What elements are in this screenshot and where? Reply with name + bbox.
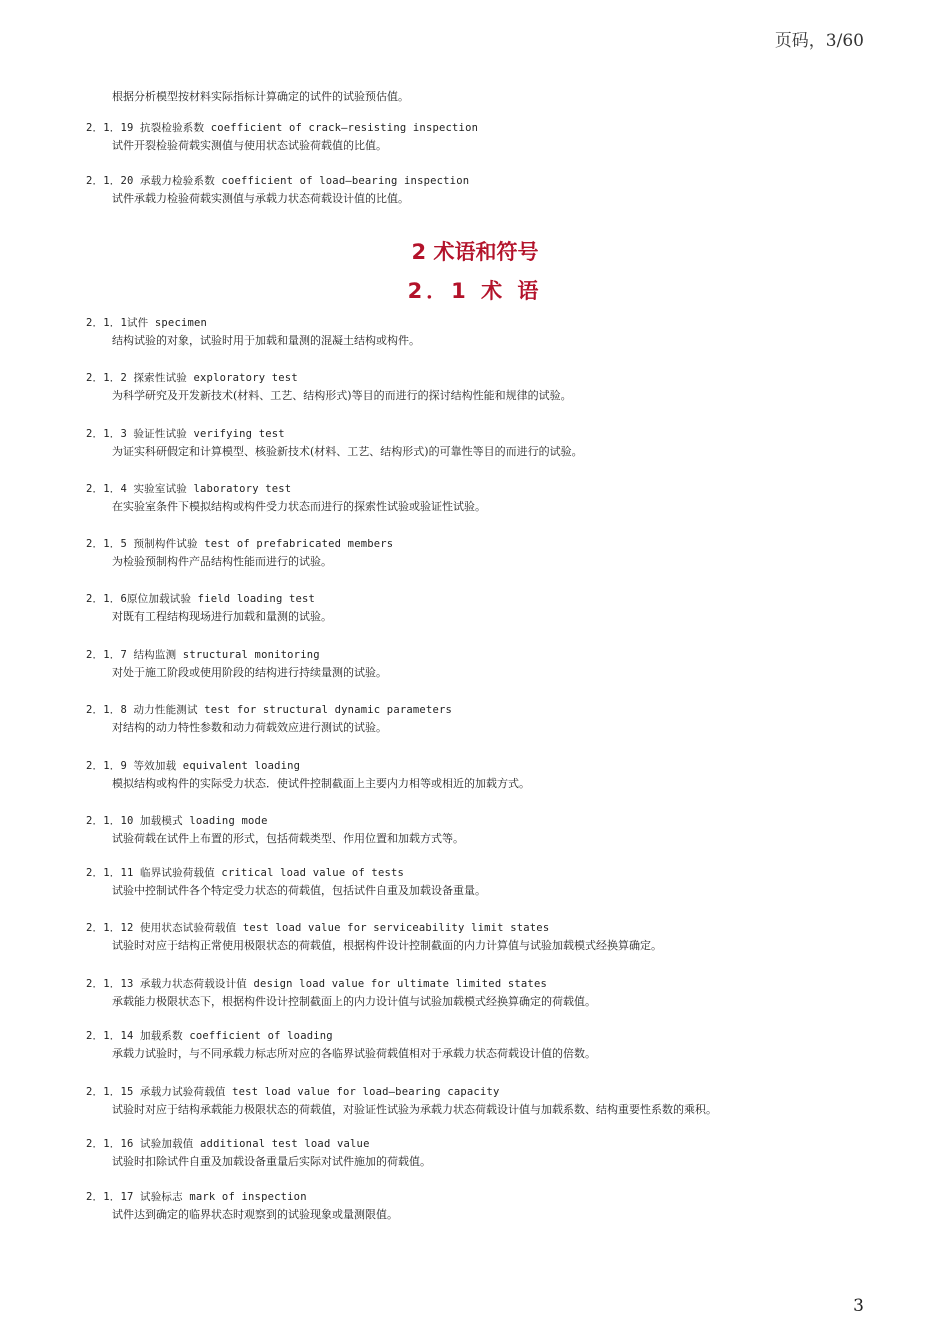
term-definition: 对既有工程结构现场进行加载和量测的试验。: [112, 610, 332, 623]
term-definition: 承载力试验时，与不同承载力标志所对应的各临界试验荷载值相对于承载力状态荷载设计值的倍数。: [112, 1047, 596, 1060]
term-heading: 2．1．12 使用状态试验荷载值 test load value for serviceability limit states: [86, 922, 550, 934]
term-entry: [86, 591, 886, 625]
term-heading: 2．1．5 预制构件试验 test of prefabricated members: [86, 538, 394, 550]
term-heading: 2．1．17 试验标志 mark of inspection: [86, 1191, 307, 1203]
term-heading: 2．1．14 加载系数 coefficient of loading: [86, 1030, 333, 1042]
term-entry: [86, 173, 886, 207]
term-entry: [86, 481, 886, 515]
term-entry: [86, 1084, 886, 1118]
term-definition: 试验时对应于结构承载能力极限状态的荷载值，对验证性试验为承载力状态荷载设计值与加载系数、结构重要性系数的乘积。: [112, 1103, 717, 1116]
term-entry: [86, 813, 886, 847]
term-entry: [86, 370, 886, 404]
term-definition: 试验时对应于结构正常使用极限状态的荷载值，根据构件设计控制截面的内力计算值与试验加载模式经换算确定。: [112, 939, 662, 952]
term-definition: 结构试验的对象，试验时用于加载和量测的混凝土结构或构件。: [112, 334, 420, 347]
term-entry: [86, 758, 886, 792]
chapter-title: 2 术语和符号: [411, 240, 539, 264]
term-definition: 对处于施工阶段或使用阶段的结构进行持续量测的试验。: [112, 666, 387, 679]
section-title: 2．1 术 语: [407, 279, 543, 303]
term-entry: [86, 920, 886, 954]
term-definition: 为科学研究及开发新技术(材料、工艺、结构形式)等目的而进行的探讨结构性能和规律的试验。: [112, 389, 572, 402]
term-heading: 2．1．6原位加载试验 field loading test: [86, 593, 316, 605]
term-definition: 为检验预制构件产品结构性能而进行的试验。: [112, 555, 332, 568]
term-definition: 对结构的动力特性参数和动力荷载效应进行测试的试验。: [112, 721, 387, 734]
term-entry: [86, 976, 886, 1010]
term-heading: 2．1．10 加载模式 loading mode: [86, 815, 268, 827]
term-entry: [86, 426, 886, 460]
term-heading: 2．1．15 承载力试验荷载值 test load value for load—bearing capacity: [86, 1086, 500, 1098]
term-entry: [86, 120, 886, 154]
term-entry: [86, 315, 886, 349]
term-heading: 2．1．9 等效加载 equivalent loading: [86, 760, 301, 772]
term-entry: [86, 702, 886, 736]
term-heading: 2．1．8 动力性能测试 test for structural dynamic parameters: [86, 704, 453, 716]
term-definition: 试验时扣除试件自重及加载设备重量后实际对试件施加的荷载值。: [112, 1155, 431, 1168]
term-entry: [86, 647, 886, 681]
term-entry: [86, 865, 886, 899]
term-entry: [86, 536, 886, 570]
page-number: 3: [853, 1296, 864, 1316]
term-definition: 试验荷载在试件上布置的形式，包括荷载类型、作用位置和加载方式等。: [112, 832, 464, 845]
term-heading: 2．1．19 抗裂检验系数 coefficient of crack—resisting inspection: [86, 122, 479, 134]
term-entry: [86, 1136, 886, 1170]
term-heading: 2．1．2 探索性试验 exploratory test: [86, 372, 298, 384]
page-header-label: 页码，3/60: [774, 31, 864, 51]
term-definition: 试件达到确定的临界状态时观察到的试验现象或量测限值。: [112, 1208, 398, 1221]
term-heading: 2．1．11 临界试验荷载值 critical load value of tests: [86, 867, 405, 879]
term-definition: 试件开裂检验荷载实测值与使用状态试验荷载值的比值。: [112, 139, 387, 152]
term-entry: [86, 1028, 886, 1062]
term-heading: 2．1．3 验证性试验 verifying test: [86, 428, 285, 440]
intro-definition: 根据分析模型按材料实际指标计算确定的试件的试验预估值。: [112, 90, 409, 103]
term-definition: 在实验室条件下模拟结构或构件受力状态而进行的探索性试验或验证性试验。: [112, 500, 486, 513]
term-definition: 试验中控制试件各个特定受力状态的荷载值，包括试件自重及加载设备重量。: [112, 884, 486, 897]
term-heading: 2．1．13 承载力状态荷载设计值 design load value for ultimate limited states: [86, 978, 547, 990]
term-definition: 试件承载力检验荷载实测值与承载力状态荷载设计值的比值。: [112, 192, 409, 205]
term-heading: 2．1．4 实验室试验 laboratory test: [86, 483, 292, 495]
term-heading: 2．1．20 承载力检验系数 coefficient of load—bearing inspection: [86, 175, 470, 187]
term-entry: [86, 1189, 886, 1223]
term-definition: 为证实科研假定和计算模型、核验新技术(材料、工艺、结构形式)的可靠性等目的而进行的试验。: [112, 445, 583, 458]
term-definition: 模拟结构或构件的实际受力状态．使试件控制截面上主要内力相等或相近的加载方式。: [112, 777, 530, 790]
term-heading: 2．1．16 试验加载值 additional test load value: [86, 1138, 370, 1150]
term-definition: 承载能力极限状态下，根据构件设计控制截面上的内力设计值与试验加载模式经换算确定的荷载值。: [112, 995, 596, 1008]
term-heading: 2．1．7 结构监测 structural monitoring: [86, 649, 320, 661]
term-heading: 2．1．1试件 specimen: [86, 317, 208, 329]
